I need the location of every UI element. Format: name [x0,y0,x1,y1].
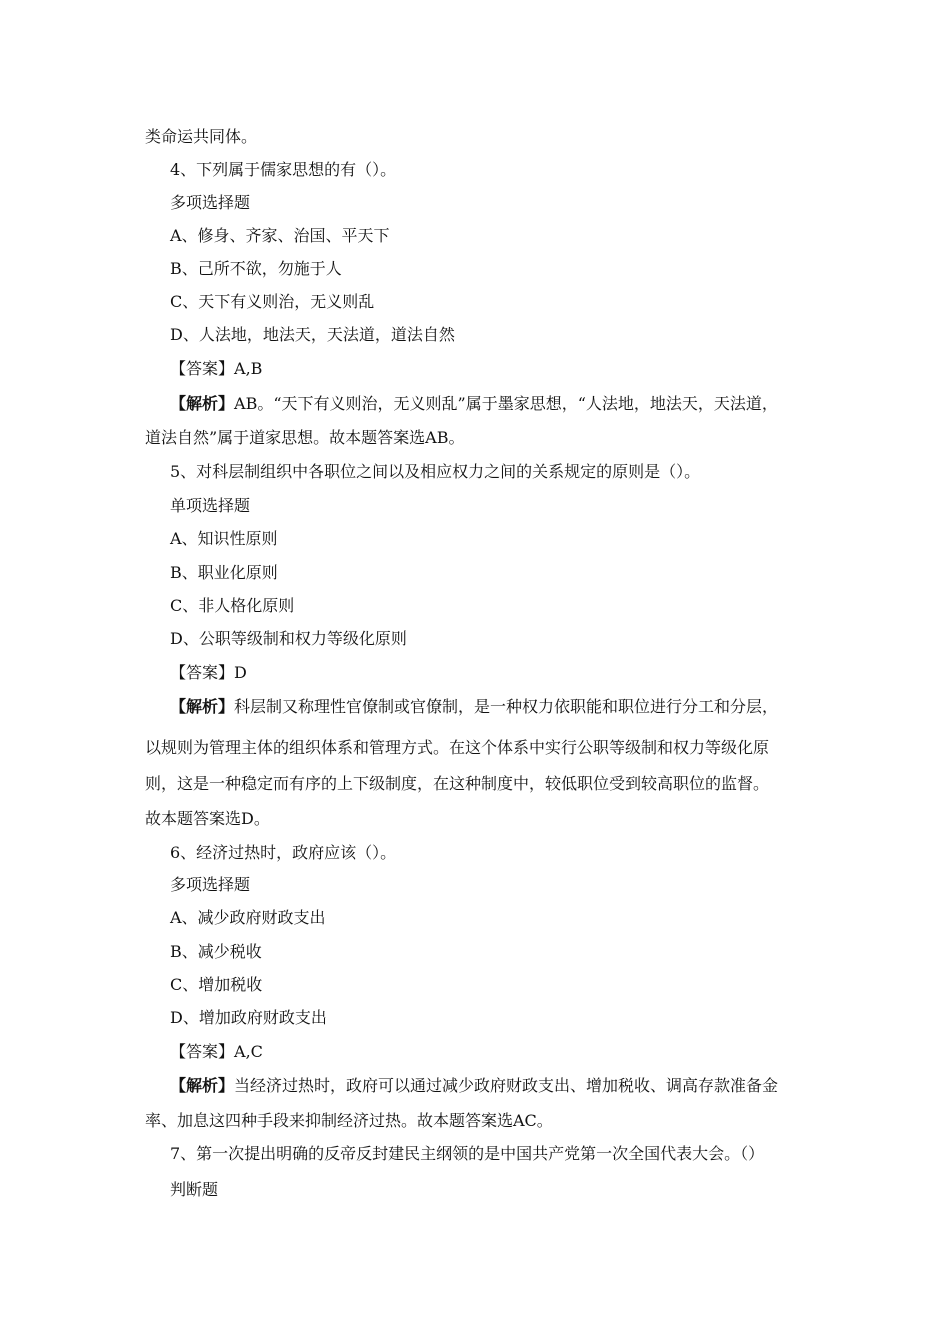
analysis-text: AB。“天下有义则治，无义则乱”属于墨家思想，“人法地，地法天，天法道， [234,394,778,413]
q5-option-a: A、知识性原则 [170,529,278,548]
q6-option-d: D、增加政府财政支出 [170,1008,327,1027]
q6-analysis-line-1 [170,1076,850,1096]
q6-type: 多项选择题 [170,875,251,894]
q4-option-d: D、人法地，地法天，天法道，道法自然 [170,325,455,344]
q6-option-a: A、减少政府财政支出 [170,908,326,927]
q6-answer [170,1042,850,1062]
q6-stem: 6、经济过热时，政府应该（）。 [170,843,397,862]
q5-answer [170,663,850,683]
q6-option-b: B、减少税收 [170,942,262,961]
q4-analysis-line-1 [170,394,850,414]
continuation-text: 类命运共同体。 [145,127,258,146]
q4-option-c: C、天下有义则治，无义则乱 [170,292,375,311]
q4-option-b: B、己所不欲，勿施于人 [170,259,342,278]
q4-type: 多项选择题 [170,193,251,212]
analysis-text: 当经济过热时，政府可以通过减少政府财政支出、增加税收、调高存款准备金 [234,1076,779,1095]
answer-label: 【答案】 [170,359,235,378]
q5-option-c: C、非人格化原则 [170,596,295,615]
q5-analysis-line-2: 以规则为管理主体的组织体系和管理方式。在这个体系中实行公职等级制和权力等级化原 [145,738,770,757]
q4-stem: 4、下列属于儒家思想的有（）。 [170,160,397,179]
analysis-label: 【解析】 [170,394,235,413]
q6-option-c: C、增加税收 [170,975,263,994]
answer-label: 【答案】 [170,663,235,682]
q5-analysis-line-1 [170,697,850,717]
analysis-text: 科层制又称理性官僚制或官僚制，是一种权力依职能和职位进行分工和分层， [234,697,779,716]
answer-value: A,B [234,359,263,378]
analysis-label: 【解析】 [170,1076,235,1095]
q7-type: 判断题 [170,1180,219,1199]
q7-stem: 7、第一次提出明确的反帝反封建民主纲领的是中国共产党第一次全国代表大会。（） [170,1144,765,1163]
q4-analysis-line-2: 道法自然”属于道家思想。故本题答案选AB。 [145,428,465,447]
q5-option-b: B、职业化原则 [170,563,278,582]
q5-stem: 5、对科层制组织中各职位之间以及相应权力之间的关系规定的原则是（）。 [170,462,701,481]
q4-option-a: A、修身、齐家、治国、平天下 [170,226,390,245]
q5-analysis-line-4: 故本题答案选D。 [145,809,270,828]
answer-label: 【答案】 [170,1042,235,1061]
answer-value: A,C [234,1042,263,1061]
q6-analysis-line-2: 率、加息这四种手段来抑制经济过热。故本题答案选AC。 [145,1111,553,1130]
q4-answer [170,359,850,379]
answer-value: D [234,663,247,682]
analysis-label: 【解析】 [170,697,235,716]
q5-analysis-line-3: 则，这是一种稳定而有序的上下级制度，在这种制度中，较低职位受到较高职位的监督。 [145,774,770,793]
q5-option-d: D、公职等级制和权力等级化原则 [170,629,407,648]
q5-type: 单项选择题 [170,496,251,515]
